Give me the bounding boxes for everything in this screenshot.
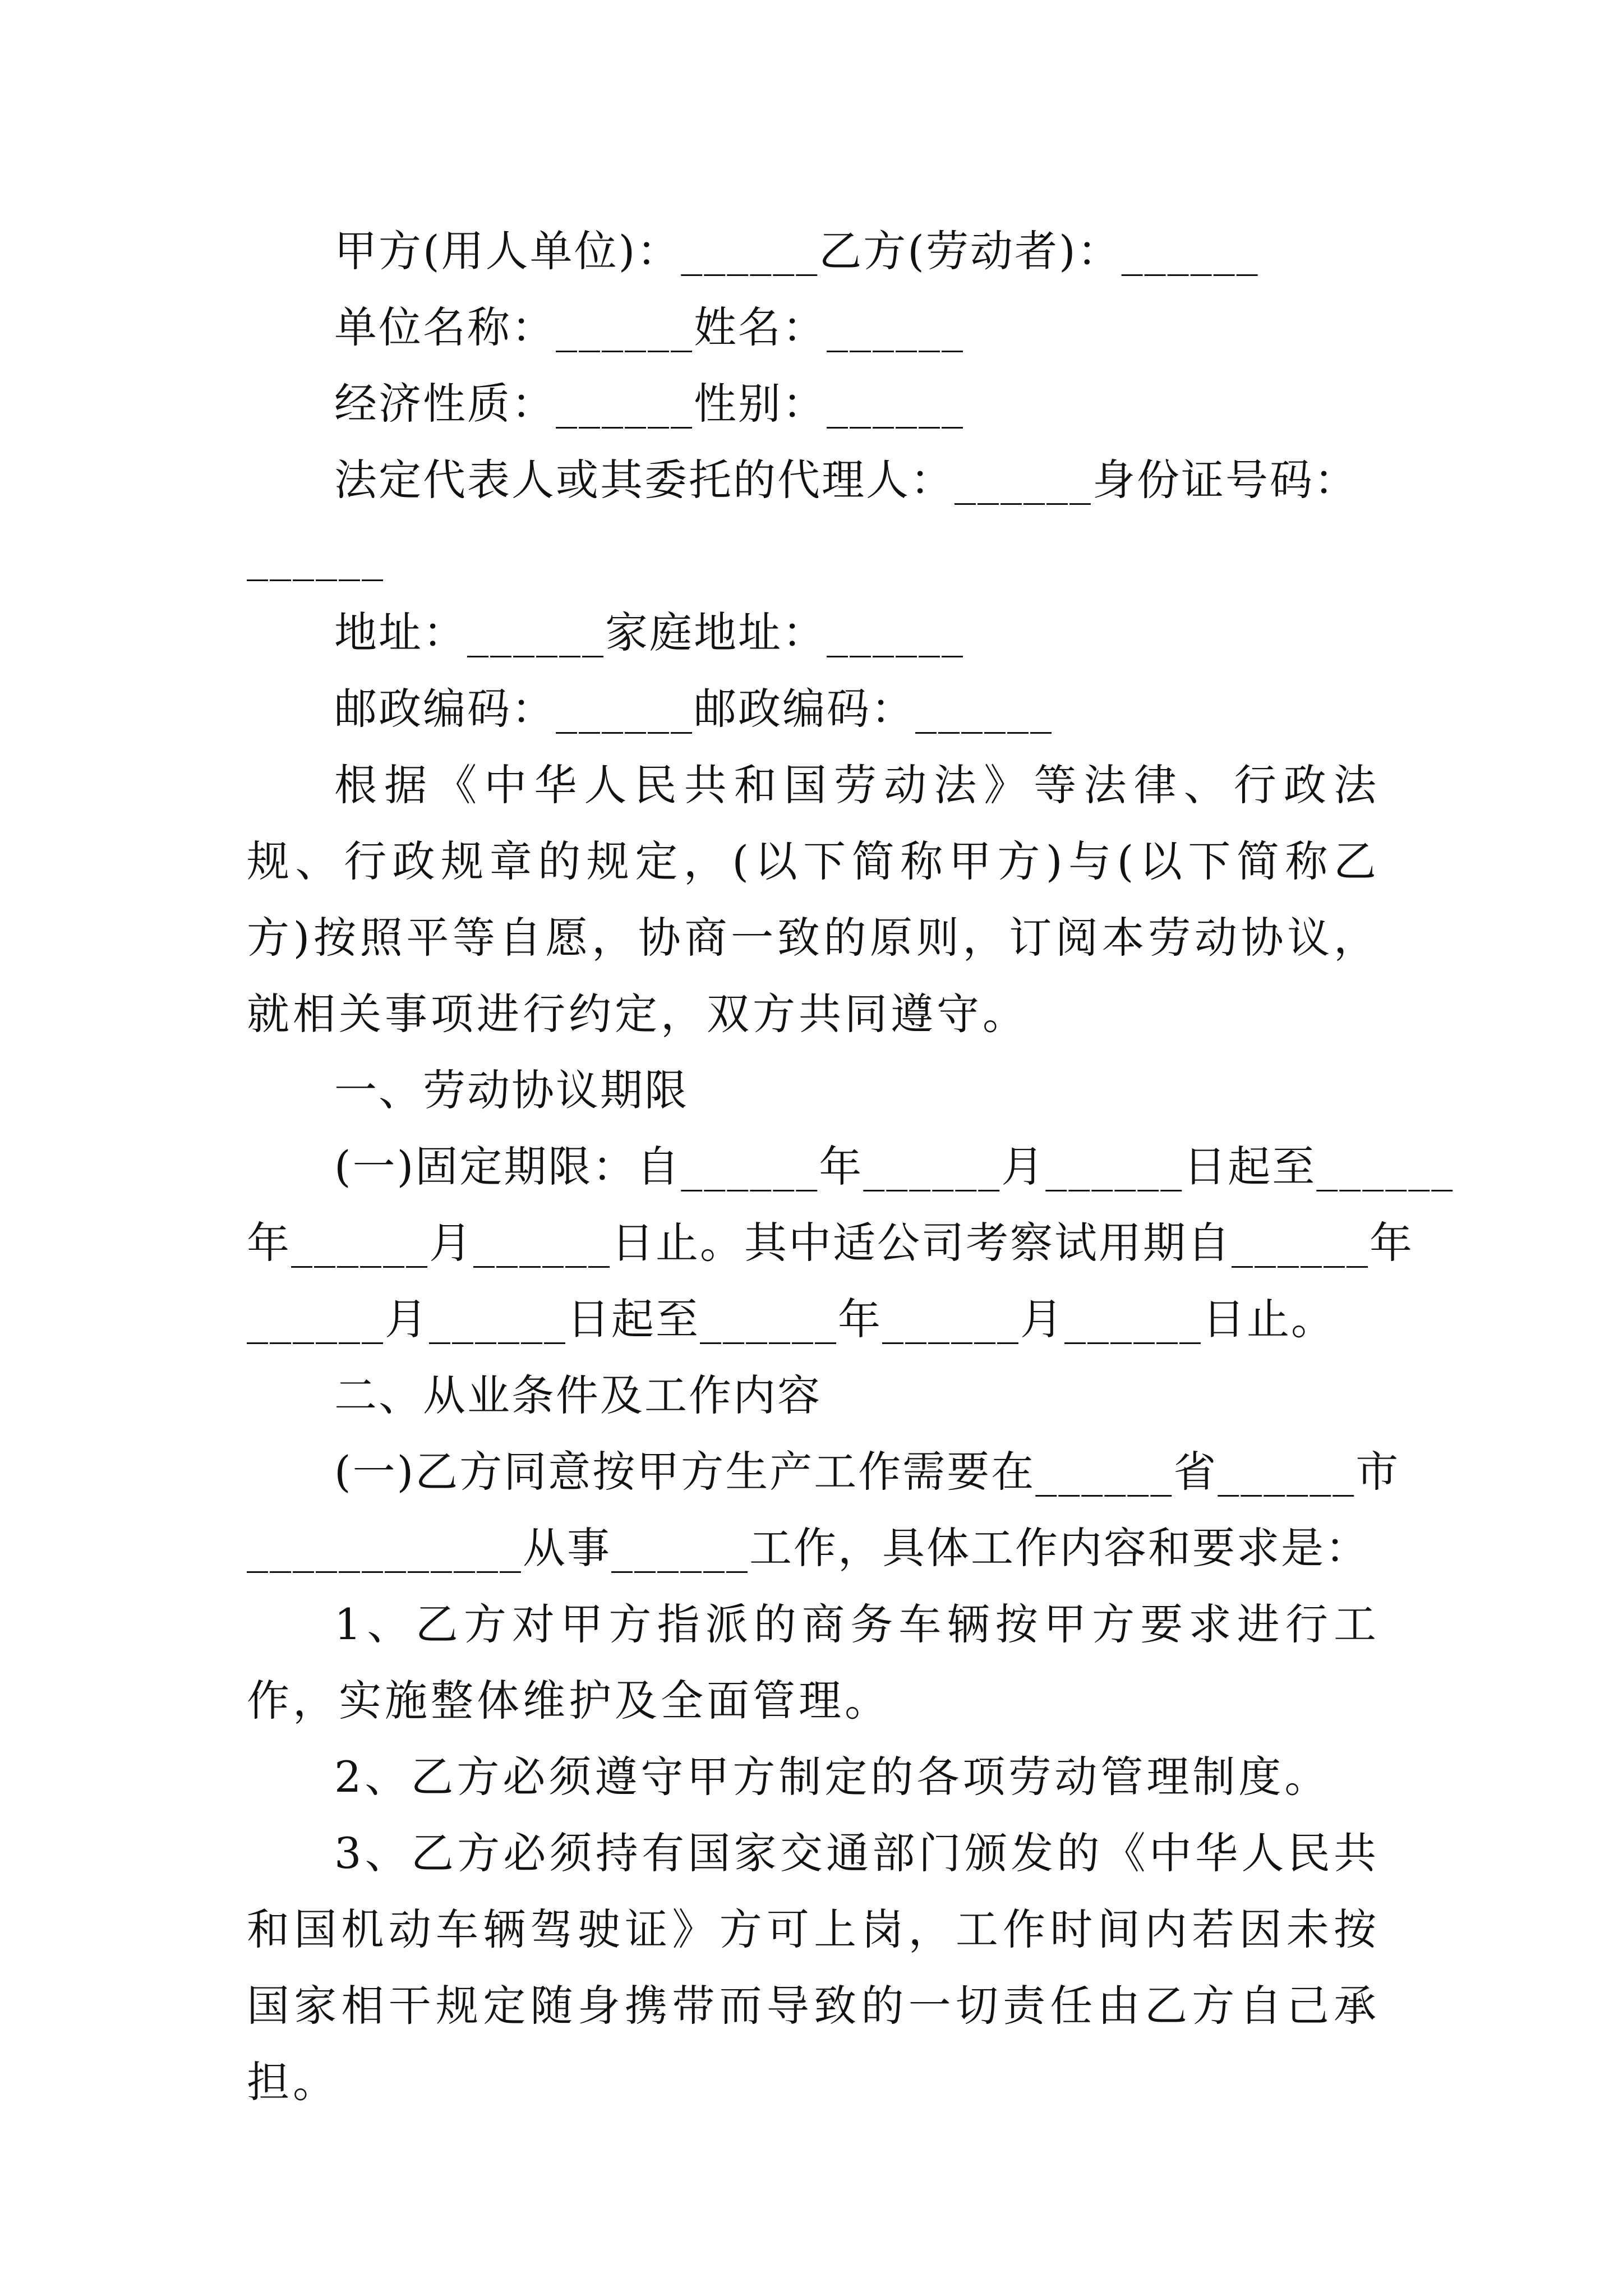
fixed-term-line-1: (一)固定期限：自______年______月______日起至______	[334, 1142, 1455, 1191]
work-location-line-1: (一)乙方同意按甲方生产工作需要在______省______市	[334, 1447, 1400, 1497]
legal-representative-line: 法定代表人或其委托的代理人：______身份证号码：	[334, 455, 1358, 505]
section-heading-conditions: 二、从业条件及工作内容	[334, 1370, 822, 1420]
economic-nature-line: 经济性质：______性别：______	[334, 379, 965, 429]
clause-3-paragraph: 3、乙方必须持有国家交通部门颁发的《中华人民共和国机动车辆驾驶证》方可上岗，工作时间内若因未按国家相干规定随身携带而导致的一切责任由乙方自己承担。	[247, 1828, 1380, 2107]
contract-body	[247, 213, 1455, 2120]
fixed-term-line-3: ______月______日起至______年______月______日止。	[247, 1294, 1335, 1344]
preamble-paragraph: 根据《中华人民共和国劳动法》等法律、行政法规、行政规章的规定，(以下简称甲方)与(以下简称乙方)按照平等自愿，协商一致的原则，订阅本劳动协议，就相关事项进行约定，双方共同遵守。	[247, 760, 1380, 1039]
address-line: 地址：______家庭地址：______	[334, 608, 965, 657]
work-location-line-2: ____________从事______工作，具体工作内容和要求是：	[247, 1523, 1370, 1573]
id-number-blank-line: ______	[247, 531, 385, 581]
party-line: 甲方(用人单位)：______乙方(劳动者)：______	[334, 226, 1260, 276]
company-name-line: 单位名称：______姓名：______	[334, 302, 965, 352]
postal-code-line: 邮政编码：______邮政编码：______	[334, 684, 1053, 734]
fixed-term-line-2: 年______月______日止。其中适公司考察试用期自______年	[247, 1218, 1414, 1268]
clause-1-paragraph: 1、乙方对甲方指派的商务车辆按甲方要求进行工作，实施整体维护及全面管理。	[247, 1599, 1380, 1726]
clause-2-paragraph: 2、乙方必须遵守甲方制定的各项劳动管理制度。	[334, 1752, 1331, 1802]
section-heading-term: 一、劳动协议期限	[334, 1065, 689, 1115]
